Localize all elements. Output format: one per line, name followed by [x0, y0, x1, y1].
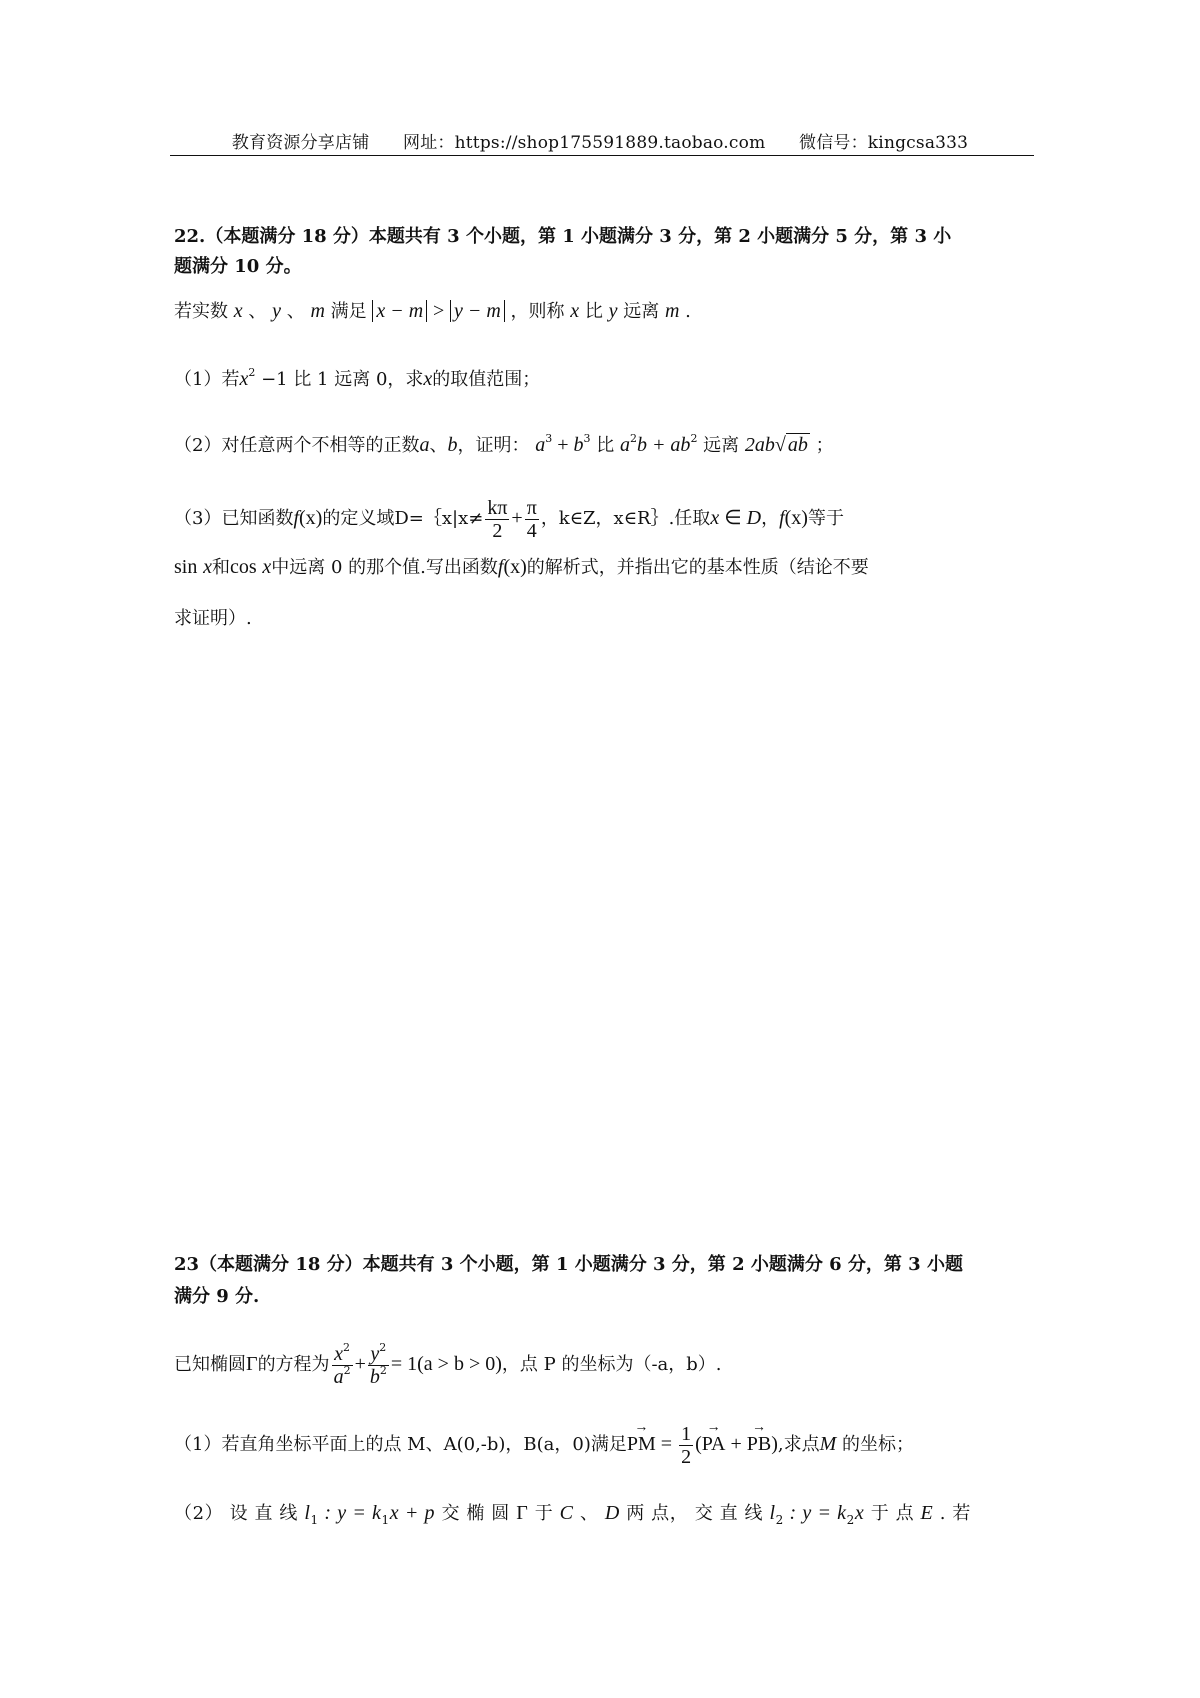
header-url: 网址：https://shop175591889.taobao.com [403, 133, 766, 153]
q22-definition [174, 300, 1034, 323]
exponent: 2 [343, 1363, 351, 1377]
text: ，点 P 的坐标为（-a，b）. [501, 1354, 722, 1375]
numerator: x [334, 1342, 343, 1365]
subscript: 2 [846, 1513, 855, 1527]
var: E [920, 1502, 934, 1524]
fraction [679, 1423, 693, 1468]
func: sin [174, 556, 198, 578]
var: f [497, 556, 504, 578]
var: D [746, 507, 762, 529]
text: ； [815, 435, 834, 456]
text: 的取值范围； [432, 369, 541, 390]
denominator: 2 [681, 1445, 692, 1468]
text: 、 [429, 435, 448, 456]
text: 中远离 0 的那个值.写出函数 [271, 557, 498, 578]
fraction [368, 1340, 389, 1388]
fraction [485, 497, 509, 542]
text: −1 比 1 远离 0，求 [255, 369, 424, 390]
text: ( [695, 1433, 702, 1455]
q22-title-line2: 题满分 10 分。 [174, 256, 302, 277]
exponent: 3 [545, 432, 553, 445]
text: (x) [503, 556, 527, 578]
text: 的解析式，并指出它的基本性质（结论不要 [526, 557, 869, 578]
var: l [304, 1502, 311, 1524]
text: （3）已知函数 [174, 508, 294, 529]
var: a [535, 434, 546, 456]
vector: → PB [747, 1416, 771, 1472]
var: l [769, 1502, 776, 1524]
var: Γ [246, 1353, 258, 1375]
header-rule [170, 155, 1034, 156]
var: D [604, 1502, 620, 1524]
var: x + p [389, 1502, 436, 1524]
fraction [525, 497, 539, 542]
var: x [262, 556, 272, 578]
text: （2）对任意两个不相等的正数 [174, 435, 420, 456]
text: 的方程为 [257, 1354, 330, 1375]
text: ，k∈Z，x∈R｝.任取 [540, 508, 711, 529]
text: 远离 [703, 435, 740, 456]
fraction [332, 1340, 353, 1388]
text: (x) [784, 507, 808, 529]
denominator: 2 [492, 519, 503, 542]
numerator: y [370, 1342, 380, 1365]
text: ∈ [719, 507, 747, 529]
header-wechat: 微信号：kingcsa333 [799, 133, 969, 153]
abs-expr: x − m [372, 300, 427, 322]
text: . [685, 301, 691, 322]
q23-title-line2: 满分 9 分. [174, 1286, 260, 1307]
numerator: 1 [681, 1422, 692, 1445]
q22-part2 [174, 434, 1034, 457]
var: y [272, 300, 281, 322]
sqrt-sign: √ [774, 434, 786, 456]
text: . 若 [939, 1503, 971, 1524]
text: 的定义域D=｛x|x≠ [322, 508, 484, 529]
text: + [725, 1433, 747, 1455]
exponent: 2 [629, 432, 637, 445]
text: 于 [534, 1503, 554, 1524]
text: 已知椭圆 [174, 1354, 246, 1375]
var: x [570, 300, 580, 322]
denominator: a [333, 1365, 344, 1388]
denominator: 4 [526, 519, 537, 542]
text: 两 点， 交 直 线 [626, 1503, 764, 1524]
var: M [819, 1433, 837, 1455]
var: x [239, 368, 249, 390]
text: + [511, 507, 523, 529]
q22-part3 [174, 488, 1034, 548]
q23-part1 [174, 1416, 1034, 1472]
q23-ellipse [174, 1332, 1034, 1396]
text: > [432, 300, 445, 322]
exponent: 2 [690, 432, 698, 445]
var: b [447, 434, 458, 456]
exponent: 2 [379, 1363, 387, 1377]
text: 交 椭 圆 [441, 1503, 510, 1524]
abs-expr: y − m [450, 300, 505, 322]
q22-part1 [174, 368, 1034, 391]
text: ,求点 [777, 1434, 820, 1455]
text: （1）若 [174, 369, 240, 390]
text: 和 [211, 557, 230, 578]
var: 2ab [744, 434, 775, 456]
var: m [664, 300, 680, 322]
text: ) [771, 1433, 778, 1455]
text: ，证明： [457, 435, 530, 456]
var: x [203, 556, 212, 578]
vector: → PM [627, 1416, 656, 1472]
text: 满足 [330, 301, 367, 322]
text: ， [761, 508, 780, 529]
var: Γ [516, 1502, 529, 1524]
subscript: 1 [381, 1513, 390, 1527]
text: 的坐标； [836, 1434, 915, 1455]
q23-part2 [174, 1502, 1034, 1525]
text: ，则称 [510, 301, 565, 322]
q22-title-line1: 22.（本题满分 18 分）本题共有 3 个小题，第 1 小题满分 3 分，第 2 小题满分 5 分，第 3 小 [174, 226, 952, 247]
text: 于 点 [870, 1503, 915, 1524]
q22-part3-line2 [174, 556, 1034, 579]
var: x [854, 1502, 865, 1524]
text: = 1(a > b > 0) [390, 1353, 502, 1375]
subscript: 2 [775, 1513, 784, 1527]
sqrt-radicand: ab [787, 434, 808, 456]
text: 若实数 [174, 301, 228, 322]
text: (x) [299, 507, 323, 529]
page-header [0, 128, 1200, 153]
exponent: 2 [343, 1340, 350, 1354]
exponent: 2 [379, 1340, 387, 1354]
var: x [423, 368, 433, 390]
var: x [710, 507, 720, 529]
var: f [293, 507, 300, 529]
var: x [233, 300, 243, 322]
var: m [310, 300, 325, 322]
q23-title-line1: 23（本题满分 18 分）本题共有 3 个小题，第 1 小题满分 3 分，第 2 小题满分 6 分，第 3 小题 [174, 1254, 963, 1275]
q22-part3-line3: 求证明）. [174, 608, 252, 629]
var: C [559, 1502, 574, 1524]
var: : y = k [318, 1502, 382, 1524]
text: + [552, 434, 574, 456]
text: （2） 设 直 线 [174, 1503, 299, 1524]
text: 比 [596, 435, 615, 456]
func: cos [229, 556, 257, 578]
var: a [619, 434, 630, 456]
text: 等于 [807, 508, 844, 529]
var: y [608, 300, 618, 322]
text: + [354, 1353, 366, 1375]
numerator: kπ [487, 496, 508, 519]
subscript: 1 [310, 1513, 319, 1527]
text: （1）若直角坐标平面上的点 M、A(0,-b)，B(a，0)满足 [174, 1434, 627, 1455]
text: = [655, 1433, 678, 1455]
text: 、 [286, 301, 305, 322]
numerator: π [526, 496, 537, 519]
var: f [779, 507, 785, 529]
vector: → PA [702, 1416, 726, 1472]
denominator: b [369, 1365, 380, 1388]
text: 、 [579, 1503, 599, 1524]
var: b [573, 434, 584, 456]
header-shop: 教育资源分享店铺 [231, 133, 370, 153]
exponent: 2 [248, 366, 256, 379]
exponent: 3 [583, 432, 591, 445]
var: : y = k [783, 1502, 847, 1524]
var: b + ab [636, 434, 691, 456]
text: 、 [248, 301, 267, 322]
var: a [419, 434, 430, 456]
text: 比 [584, 301, 603, 322]
text: 远离 [623, 301, 660, 322]
